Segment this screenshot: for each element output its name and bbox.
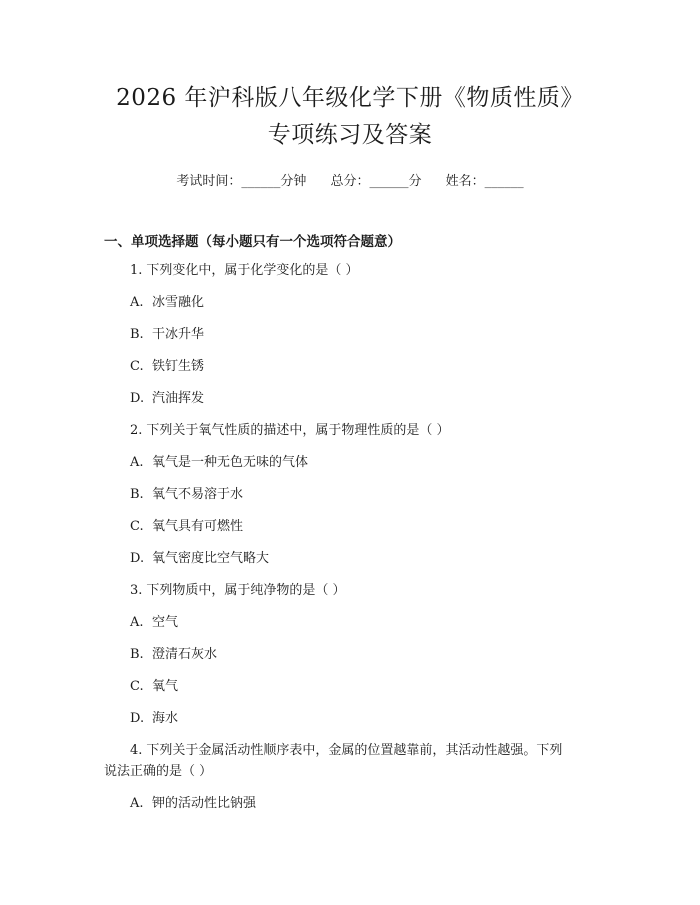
option-letter: B.	[130, 327, 144, 342]
option-text: 汽油挥发	[152, 391, 205, 406]
question-3-option-d	[130, 711, 178, 727]
question-text: 下列变化中，属于化学变化的是（ ）	[146, 263, 359, 278]
question-number: 4.	[130, 743, 143, 758]
question-text: 下列关于氧气性质的描述中，属于物理性质的是（ ）	[146, 423, 450, 438]
question-number: 1.	[130, 263, 143, 278]
question-number: 2.	[130, 423, 143, 438]
question-3-option-c	[130, 679, 178, 695]
option-letter: A.	[130, 455, 144, 470]
exam-info-row	[0, 170, 700, 189]
question-4-continuation: 说法正确的是（ ）	[104, 764, 213, 779]
option-text: 氧气是一种无色无味的气体	[152, 455, 309, 470]
exam-time-unit: 分钟	[280, 174, 307, 189]
question-2-option-a	[130, 455, 308, 471]
question-4	[130, 743, 562, 759]
question-1-option-d	[130, 391, 204, 407]
question-1-option-c	[130, 359, 204, 375]
option-letter: C.	[130, 679, 144, 694]
option-letter: A.	[130, 295, 144, 310]
option-text: 冰雪融化	[152, 295, 205, 310]
section-heading: 一、单项选择题（每小题只有一个选项符合题意）	[104, 234, 401, 250]
question-3-option-a	[130, 615, 178, 631]
total-score-label: 总分：	[330, 174, 370, 189]
document-title-line-1: 2026 年沪科版八年级化学下册《物质性质》	[116, 85, 584, 111]
student-name-label: 姓名：	[445, 174, 485, 189]
option-text: 氧气	[152, 679, 179, 694]
option-text: 钾的活动性比钠强	[152, 796, 257, 811]
option-letter: B.	[130, 647, 144, 662]
option-text: 氧气密度比空气略大	[152, 551, 270, 566]
option-letter: A.	[130, 615, 144, 630]
exam-time-field	[176, 170, 306, 189]
option-letter: D.	[130, 551, 145, 566]
total-score-unit: 分	[408, 174, 422, 189]
question-2-option-c	[130, 519, 243, 535]
question-3	[130, 583, 346, 599]
option-letter: D.	[130, 711, 145, 726]
option-letter: B.	[130, 487, 144, 502]
question-text: 下列物质中，属于纯净物的是（ ）	[146, 583, 346, 598]
option-text: 干冰升华	[152, 327, 205, 342]
total-score-blank: ______	[369, 174, 409, 189]
option-text: 氧气不易溶于水	[152, 487, 244, 502]
option-text: 空气	[152, 615, 179, 630]
option-letter: C.	[130, 359, 144, 374]
document-title-line-2: 专项练习及答案	[267, 122, 433, 148]
option-letter: C.	[130, 519, 144, 534]
option-text: 海水	[152, 711, 179, 726]
question-text: 下列关于金属活动性顺序表中，金属的位置越靠前，其活动性越强。下列	[146, 743, 563, 758]
question-1	[130, 263, 359, 279]
question-number: 3.	[130, 583, 143, 598]
question-4-option-a	[130, 796, 256, 812]
question-3-option-b	[130, 647, 217, 663]
question-1-option-b	[130, 327, 204, 343]
option-text: 氧气具有可燃性	[152, 519, 244, 534]
question-2	[130, 423, 450, 439]
total-score-field	[330, 170, 421, 189]
exam-time-label: 考试时间：	[176, 174, 242, 189]
student-name-field	[446, 170, 524, 189]
exam-time-blank: ______	[241, 174, 281, 189]
question-2-option-d	[130, 551, 269, 567]
option-letter: A.	[130, 796, 144, 811]
question-1-option-a	[130, 295, 204, 311]
option-text: 澄清石灰水	[152, 647, 218, 662]
question-2-option-b	[130, 487, 243, 503]
student-name-blank: ______	[484, 174, 524, 189]
option-letter: D.	[130, 391, 145, 406]
option-text: 铁钉生锈	[152, 359, 205, 374]
